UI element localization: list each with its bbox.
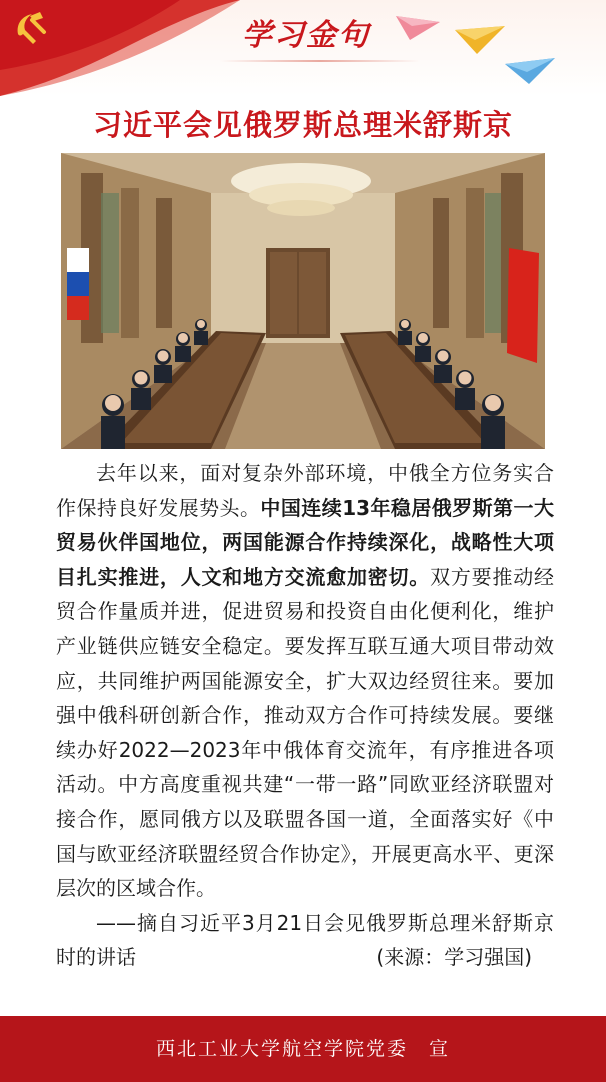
paragraph-highlight: 中国连续13年稳居俄罗斯第一大贸易伙伴国地位，两国能源合作持续深化，战略性大项目扎实推进，人文和地方交流愈加密切。 bbox=[56, 495, 554, 589]
footer-credit: 西北工业大学航空学院党委 宣 bbox=[155, 1038, 450, 1060]
article-body bbox=[56, 456, 554, 975]
footer-bar bbox=[0, 1016, 606, 1082]
excerpt-note: ——摘自习近平3月21日会见俄罗斯总理米舒斯京时的讲话 bbox=[56, 910, 554, 970]
article-paragraph bbox=[56, 456, 554, 906]
paragraph-lead: 去年以来，面对复杂外部环境，中俄全方位务实合作保持良好发展势头。 bbox=[56, 461, 554, 520]
column-title: 学习金句 bbox=[242, 18, 370, 53]
excerpt-note-line bbox=[56, 906, 554, 975]
title-underline-divider bbox=[220, 60, 420, 62]
header-banner bbox=[0, 0, 606, 96]
article-headline: 习近平会见俄罗斯总理米舒斯京 bbox=[92, 108, 513, 142]
source-attribution: (来源：学习强国) bbox=[376, 945, 532, 970]
party-emblem-icon bbox=[10, 8, 50, 48]
paper-plane-pink-icon bbox=[396, 14, 440, 40]
paragraph-rest: 双方要推动经贸合作量质并进，促进贸易和投资自由化便利化，维护产业链供应链安全稳定。要发挥互联互通大项目带动效应，共同维护两国能源安全，扩大双边经贸往来。要加强中俄科研创新合作，推动双方合作可持续发展。要继续办好2022—2023年中俄体育交流年，有序推进各项活动。中方高度重视共建“一带一路”同欧亚经济联盟对接合作，愿同俄方以及联盟各国一道，全面落实好《中国与欧亚经济联盟经贸合作协定》，开展更高水平、更深层次的区域合作。 bbox=[56, 564, 555, 901]
paper-plane-blue-icon bbox=[505, 58, 555, 84]
paper-plane-yellow-icon bbox=[455, 26, 505, 54]
meeting-room-photo bbox=[61, 153, 545, 449]
